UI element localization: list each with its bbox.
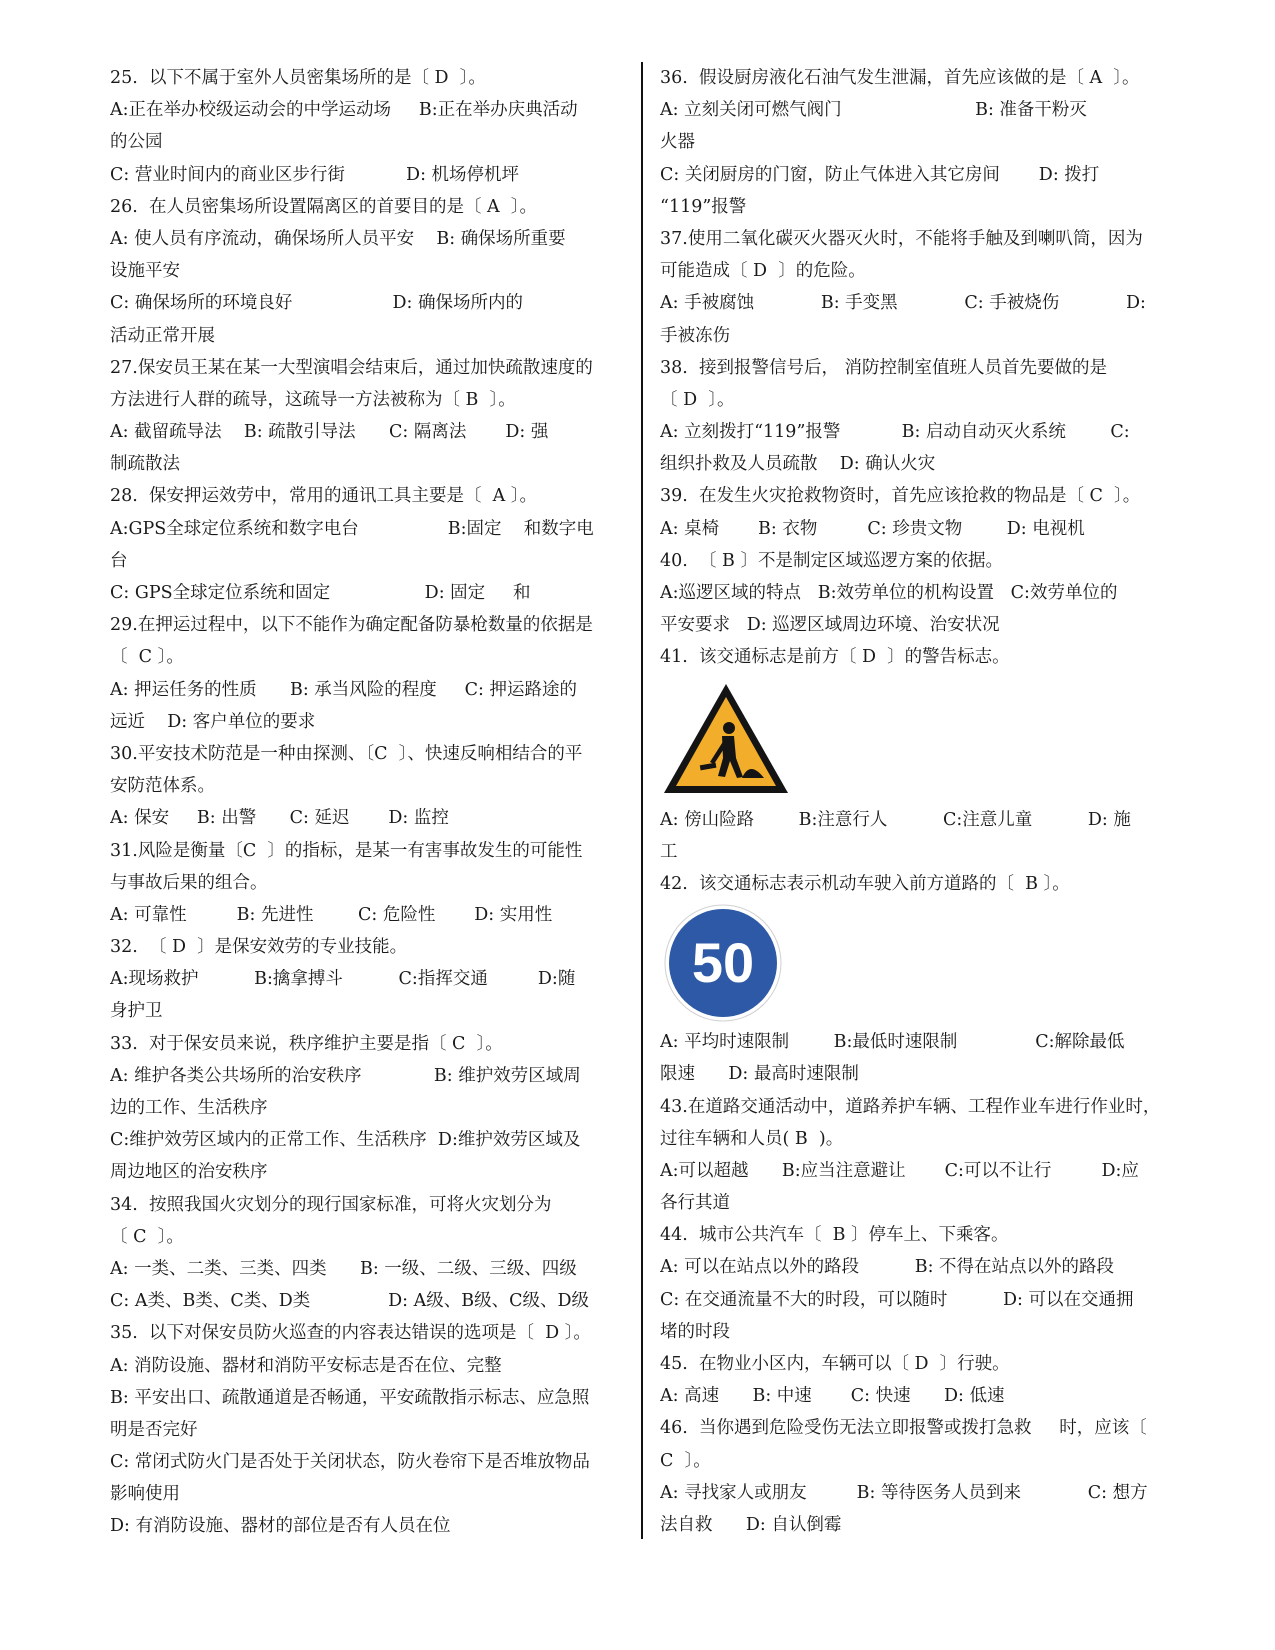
question-text-line: B: 平安出口、疏散通道是否畅通，平安疏散指示标志、应急照 [110, 1387, 590, 1408]
question-text-line: 工 [660, 841, 678, 862]
question-text-line: A: 维护各类公共场所的治安秩序 B: 维护效劳区域周 [110, 1065, 581, 1086]
question-text-line: 各行其道 [660, 1193, 730, 1214]
question-text-line: 手被冻伤 [660, 325, 730, 346]
minimum-speed-sign [660, 900, 1180, 1026]
question-text-line: C: 在交通流量不大的时段，可以随时 D: 可以在交通拥 [660, 1289, 1134, 1310]
question-text-line: 周边地区的治安秩序 [110, 1162, 268, 1183]
question-text-line: C: 常闭式防火门是否处于关闭状态，防火卷帘下是否堆放物品 [110, 1452, 590, 1473]
question-text-line: C: GPS全球定位系统和固定 D: 固定 和 [110, 583, 531, 603]
question-text-line: C: A类、B类、C类、D类 D: A级、B级、C级、D级 [110, 1291, 590, 1312]
question-text-line: 〔 C 〕。 [110, 647, 184, 668]
right-column [660, 62, 1180, 1541]
question-text-line: 25. 以下不属于室外人员密集场所的是〔 D 〕。 [110, 68, 486, 88]
question-text-line: 台 [110, 550, 128, 571]
question-text-line: 37.使用二氧化碳灭火器灭火时，不能将手触及到喇叭筒，因为 [660, 228, 1143, 249]
question-text-line: C: 确保场所的环境良好 D: 确保场所内的 [110, 293, 523, 314]
question-text-line: 安防范体系。 [110, 776, 215, 797]
question-text-line: C: 关闭厨房的门窗，防止气体进入其它房间 D: 拨打 [660, 164, 1100, 185]
question-text-line: A: 使人员有序流动，确保场所人员平安 B: 确保场所重要 [110, 228, 566, 249]
question-text-line: A: 可靠性 B: 先进性 C: 危险性 D: 实用性 [110, 904, 553, 925]
right-text-block-a [660, 62, 1180, 674]
question-text-line: A: 立刻关闭可燃气阀门 B: 准备干粉灭 [660, 100, 1087, 121]
question-text-line: C:维护效劳区域内的正常工作、生活秩序 D:维护效劳区域及 [110, 1130, 581, 1151]
question-text-line: 45. 在物业小区内，车辆可以〔 D 〕行驶。 [660, 1354, 1010, 1374]
question-text-line: 38. 接到报警信号后， 消防控制室值班人员首先要做的是 [660, 357, 1108, 378]
road-work-icon [660, 680, 792, 798]
question-text-line: A:现场救护 B:擒拿搏斗 C:指挥交通 D:随 [110, 969, 576, 990]
question-text-line: 身护卫 [110, 1001, 163, 1022]
question-text-line: 明是否完好 [110, 1419, 198, 1440]
question-text-line: 组织扑救及人员疏散 D: 确认火灾 [660, 454, 936, 475]
question-text-line: 平安要求 D: 巡逻区域周边环境、治安状况 [660, 615, 1000, 636]
question-text-line: 〔 C 〕。 [110, 1226, 184, 1247]
question-text-line: 30.平安技术防范是一种由探测、〔C 〕、快速反响相结合的平 [110, 743, 583, 764]
question-text-line: 边的工作、生活秩序 [110, 1098, 268, 1118]
question-text-line: A: 手被腐蚀 B: 手变黑 C: 手被烧伤 D: [660, 293, 1146, 314]
question-text-line: 制疏散法 [110, 454, 180, 475]
question-text-line: A: 押运任务的性质 B: 承当风险的程度 C: 押运路途的 [110, 679, 577, 700]
question-text-line: C 〕。 [660, 1450, 711, 1471]
question-text-line: A: 截留疏导法 B: 疏散引导法 C: 隔离法 D: 强 [110, 422, 549, 443]
question-text-line: 44. 城市公共汽车〔 B 〕停车上、下乘客。 [660, 1225, 1009, 1246]
question-text-line: A: 消防设施、器材和消防平安标志是否在位、完整 [110, 1355, 502, 1376]
question-text-line: A: 立刻拨打“119”报警 B: 启动自动灭火系统 C: [660, 422, 1130, 443]
question-text-line: A: 保安 B: 出警 C: 延迟 D: 监控 [110, 808, 449, 829]
question-text-line: 活动正常开展 [110, 325, 215, 346]
question-text-line: 法自救 D: 自认倒霉 [660, 1514, 842, 1535]
question-text-line: 可能造成〔 D 〕的危险。 [660, 261, 866, 282]
question-text-line: 35. 以下对保安员防火巡查的内容表达错误的选项是〔 D 〕。 [110, 1323, 591, 1344]
question-text-line: A: 桌椅 B: 衣物 C: 珍贵文物 D: 电视机 [660, 518, 1085, 539]
question-text-line: 32. 〔 D 〕是保安效劳的专业技能。 [110, 937, 408, 958]
question-text-line: 的公园 [110, 132, 163, 153]
question-text-line: 41. 该交通标志是前方〔 D 〕的警告标志。 [660, 647, 1010, 668]
question-text-line: C: 营业时间内的商业区步行街 D: 机场停机坪 [110, 164, 520, 185]
question-text-line: 28. 保安押运效劳中，常用的通讯工具主要是〔 A 〕。 [110, 486, 538, 507]
question-text-line: 设施平安 [110, 261, 180, 282]
question-text-line: 火器 [660, 132, 695, 153]
question-text-line: 26. 在人员密集场所设置隔离区的首要目的是〔 A 〕。 [110, 196, 538, 217]
question-text-line: 36. 假设厨房液化石油气发生泄漏，首先应该做的是〔 A 〕。 [660, 68, 1140, 88]
question-text-line: A: 高速 B: 中速 C: 快速 D: 低速 [660, 1386, 1005, 1407]
question-text-line: A: 寻找家人或朋友 B: 等待医务人员到来 C: 想方 [660, 1482, 1148, 1503]
question-text-line: A:GPS全球定位系统和数字电台 B:固定 和数字电 [110, 518, 594, 539]
question-text-line: 39. 在发生火灾抢救物资时，首先应该抢救的物品是〔 C 〕。 [660, 486, 1141, 507]
question-text-line: 46. 当你遇到危险受伤无法立即报警或拨打急救 时，应该〔 [660, 1418, 1147, 1439]
question-text-line: A: 可以在站点以外的路段 B: 不得在站点以外的路段 [660, 1257, 1115, 1278]
question-text-line: 33. 对于保安员来说，秩序维护主要是指〔 C 〕。 [110, 1033, 503, 1054]
speed-sign-icon [660, 902, 786, 1024]
question-text-line: 40. 〔 B 〕不是制定区域巡逻方案的依据。 [660, 550, 1003, 571]
question-text-line: A:可以超越 B:应当注意避让 C:可以不让行 D:应 [660, 1160, 1139, 1181]
question-text-line: 34. 按照我国火灾划分的现行国家标准，可将火灾划分为 [110, 1194, 552, 1215]
right-text-block-c [660, 1026, 1180, 1541]
question-text-line: 29.在押运过程中，以下不能作为确定配备防暴枪数量的依据是 [110, 615, 593, 636]
question-text-line: A: 平均时速限制 B:最低时速限制 C:解除最低 [660, 1032, 1125, 1053]
question-text-line: A:巡逻区域的特点 B:效劳单位的机构设置 C:效劳单位的 [660, 583, 1118, 603]
question-text-line: 过往车辆和人员( B )。 [660, 1128, 844, 1149]
question-text-line: 31.风险是衡量〔C 〕的指标，是某一有害事故发生的可能性 [110, 840, 583, 861]
question-text-line: A: 一类、二类、三类、四类 B: 一级、二级、三级、四级 [110, 1258, 577, 1279]
question-text-line: 42. 该交通标志表示机动车驶入前方道路的〔 B 〕。 [660, 873, 1070, 894]
question-text-line: A: 傍山险路 B:注意行人 C:注意儿童 D: 施 [660, 809, 1131, 830]
question-text-line: 43.在道路交通活动中，道路养护车辆、工程作业车进行作业时， [660, 1096, 1161, 1117]
speed-value: 50 [691, 931, 755, 995]
question-text-line: D: 有消防设施、器材的部位是否有人员在位 [110, 1516, 451, 1537]
column-divider [641, 62, 643, 1539]
question-text-line: 限速 D: 最高时速限制 [660, 1064, 859, 1085]
construction-warning-sign [660, 674, 1180, 804]
question-text-line: 方法进行人群的疏导，这疏导一方法被称为〔 B 〕。 [110, 389, 516, 410]
question-text-line: 影响使用 [110, 1484, 180, 1505]
question-text-line: 与事故后果的组合。 [110, 872, 268, 893]
right-text-block-b [660, 804, 1180, 901]
question-text-line: 远近 D: 客户单位的要求 [110, 711, 316, 732]
question-text-line: A:正在举办校级运动会的中学运动场 B:正在举办庆典活动 [110, 100, 578, 121]
question-text-line: 27.保安员王某在某一大型演唱会结束后，通过加快疏散速度的 [110, 357, 593, 378]
left-column [110, 62, 628, 1543]
question-text-line: 〔 D 〕。 [660, 389, 735, 410]
question-text-line: “119”报警 [660, 196, 747, 217]
question-text-line: 堵的时段 [660, 1321, 730, 1342]
